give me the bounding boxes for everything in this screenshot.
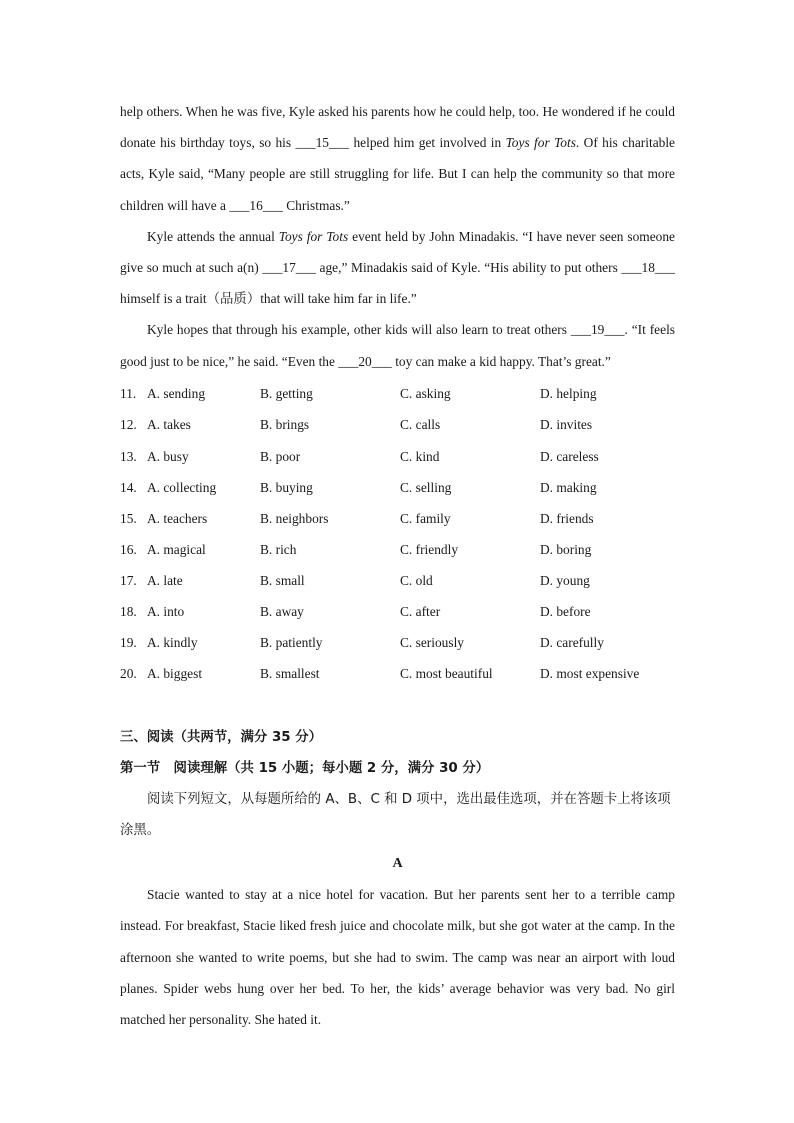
option-b: B. neighbors bbox=[260, 510, 329, 526]
option-a: A. teachers bbox=[147, 510, 208, 526]
passage-label: A bbox=[392, 856, 403, 872]
option-c: C. asking bbox=[400, 386, 451, 402]
option-d: D. invites bbox=[540, 417, 593, 433]
passage-paragraph-3: Kyle hopes that through his example, other kids will also learn to treat others ___19___. “It feels good just to be nice,” he said. “Even the ___20___ toy can make a kid happy. That’s great.” bbox=[120, 322, 675, 369]
passage-text: . Of his charitable acts, Kyle said, “Many people are still struggling for life. But I can help the community so that more children will have a ___16___ Christmas.” bbox=[120, 135, 675, 213]
question-row bbox=[120, 503, 675, 534]
question-number: 16. bbox=[120, 541, 137, 557]
document-page bbox=[120, 0, 675, 1035]
question-number: 12. bbox=[120, 417, 137, 433]
question-number: 14. bbox=[120, 479, 137, 495]
option-c: C. calls bbox=[400, 417, 441, 433]
question-number: 19. bbox=[120, 635, 137, 651]
option-d: D. young bbox=[540, 572, 590, 588]
question-row bbox=[120, 472, 675, 503]
option-c: C. old bbox=[400, 572, 433, 588]
question-row bbox=[120, 441, 675, 472]
option-d: D. carefully bbox=[540, 635, 604, 651]
question-row bbox=[120, 596, 675, 627]
option-b: B. buying bbox=[260, 479, 313, 495]
question-number: 20. bbox=[120, 666, 137, 682]
section-title: 三、阅读（共两节，满分 35 分） bbox=[120, 729, 323, 745]
option-c: C. after bbox=[400, 604, 441, 620]
option-d: D. making bbox=[540, 479, 597, 495]
option-a: A. into bbox=[147, 604, 185, 620]
question-number: 18. bbox=[120, 604, 137, 620]
option-b: B. poor bbox=[260, 448, 301, 464]
question-number: 11. bbox=[120, 386, 137, 402]
option-c: C. friendly bbox=[400, 541, 459, 557]
option-b: B. smallest bbox=[260, 666, 320, 682]
option-a: A. busy bbox=[147, 448, 189, 464]
question-number: 15. bbox=[120, 510, 137, 526]
option-a: A. kindly bbox=[147, 635, 198, 651]
option-b: B. patiently bbox=[260, 635, 323, 651]
option-a: A. takes bbox=[147, 417, 191, 433]
question-row bbox=[120, 410, 675, 441]
option-b: B. small bbox=[260, 572, 305, 588]
passage-italic-title: Toys for Tots bbox=[505, 135, 576, 151]
option-a: A. magical bbox=[147, 541, 206, 557]
instructions: 阅读下列短文，从每题所给的 A、B、C 和 D 项中，选出最佳选项，并在答题卡上将该项涂黑。 bbox=[120, 791, 671, 838]
option-d: D. careless bbox=[540, 448, 599, 464]
option-b: B. getting bbox=[260, 386, 313, 402]
options-list bbox=[120, 379, 675, 690]
option-c: C. family bbox=[400, 510, 451, 526]
question-number: 17. bbox=[120, 572, 137, 588]
option-d: D. before bbox=[540, 604, 591, 620]
passage-text: help others. When he was five, Kyle asked his parents how he could help, too. He wondered if he could donate his birthday toys, so his ___15___ helped him get involved in bbox=[120, 104, 675, 151]
passage-text: event held by John Minadakis. “I have never seen someone give so much at such a(n) ___17___ age,” Minadakis said of Kyle. “His ability to put others ___18___ himself is a trait（品质）that will take him far in life.” bbox=[120, 228, 676, 307]
option-a: A. collecting bbox=[147, 479, 217, 495]
passage-italic-title: Toys for Tots bbox=[278, 228, 349, 244]
section-subtitle: 第一节 阅读理解（共 15 小题；每小题 2 分，满分 30 分） bbox=[120, 760, 490, 776]
passage-text: Kyle attends the annual bbox=[147, 228, 279, 244]
option-c: C. selling bbox=[400, 479, 452, 495]
option-d: D. helping bbox=[540, 386, 597, 402]
option-d: D. boring bbox=[540, 541, 592, 557]
option-a: A. late bbox=[147, 572, 183, 588]
question-row bbox=[120, 534, 675, 565]
option-c: C. seriously bbox=[400, 635, 464, 651]
question-row bbox=[120, 659, 675, 690]
option-d: D. most expensive bbox=[540, 666, 640, 682]
passage-a-paragraph: Stacie wanted to stay at a nice hotel for vacation. But her parents sent her to a terrible camp instead. For breakfast, Stacie liked fresh juice and chocolate milk, but she got water at the camp. In the afternoon she wanted to write poems, but she had to swim. The camp was near an airport with loud planes. Spider webs hung over her bed. To her, the kids’ average behavior was very bad. No girl matched her personality. She hated it. bbox=[120, 887, 675, 1027]
option-b: B. rich bbox=[260, 541, 297, 557]
option-d: D. friends bbox=[540, 510, 594, 526]
option-b: B. away bbox=[260, 604, 304, 620]
question-number: 13. bbox=[120, 448, 137, 464]
option-c: C. kind bbox=[400, 448, 440, 464]
question-row bbox=[120, 628, 675, 659]
passage-paragraph-2 bbox=[120, 221, 675, 315]
question-row bbox=[120, 379, 675, 410]
passage-paragraph-1 bbox=[120, 96, 675, 221]
option-a: A. sending bbox=[147, 386, 206, 402]
option-b: B. brings bbox=[260, 417, 310, 433]
option-a: A. biggest bbox=[147, 666, 203, 682]
question-row bbox=[120, 565, 675, 596]
option-c: C. most beautiful bbox=[400, 666, 493, 682]
